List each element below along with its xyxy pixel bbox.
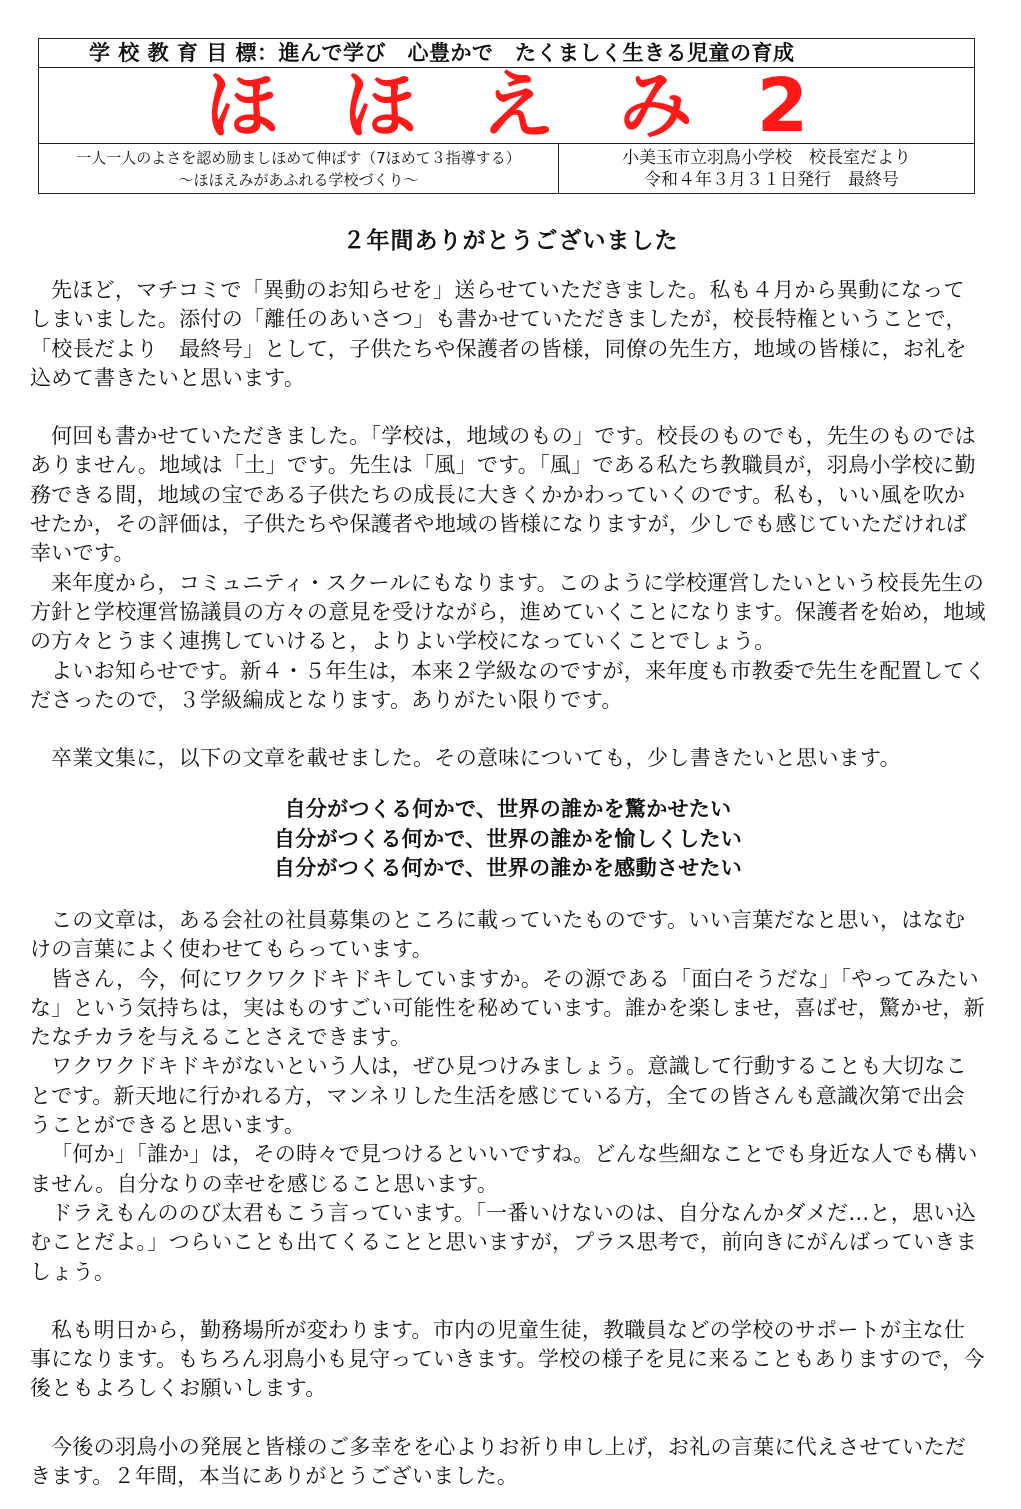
paragraph: 今後の羽鳥小の発展と皆様のご多幸をを心よりお祈り申し上げ，お礼の言葉に代えさせていただきます。２年間，本当にありがとうございました。	[30, 1434, 967, 1488]
article-heading: ２年間ありがとうございました	[342, 228, 679, 254]
paragraph: よいお知らせです。新４・５年生は，本来２学級なのですが，来年度も市教委で先生を配置してくださったので，３学級編成となります。ありがたい限りです。	[30, 658, 986, 712]
paragraph: ワクワクドキドキがないという人は，ぜひ見つけみましょう。意識して行動することも大切なことです。新天地に行かれる方，マンネリした生活を感じている方，全ての皆さんも意識次第で出会うことができると思います。	[30, 1054, 967, 1138]
title-char: ほ	[342, 62, 417, 149]
newsletter-title	[173, 62, 841, 149]
school-name: 小美玉市立羽鳥小学校 校長室だより	[622, 148, 911, 168]
paragraph: 何回も書かせていただきました。「学校は，地域のもの」です。校長のものでも，先生のものではありません。地域は「土」です。先生は「風」です。「風」である私たち教職員が，羽鳥小学校に勤務できる間，地域の宝である子供たちの成長に大きくかかわっていくのです。私も，いい風を吹かせたか，その評価は，子供たちや保護者や地域の皆様になりますが，少しでも感じていただければ幸いです。	[30, 424, 977, 566]
quote-block	[30, 795, 986, 884]
title-char: ほ	[204, 62, 279, 149]
publication-info	[559, 144, 974, 193]
paragraph: この文章は，ある会社の社員募集のところに載っていたものです。いい言葉だなと思い，はなむけの言葉によく使わせてもらっています。	[30, 907, 966, 962]
paragraph: 先ほど，マチコミで「異動のお知らせを」送らせていただきました。私も４月から異動になってしまいました。添付の「離任のあいさつ」も書かせていただきましたが，校長特権ということで，「校長だより 最終号」として，子供たちや保護者の皆様，同僚の先生方，地域の皆様に，お礼を込めて書きたいと思います。	[30, 278, 967, 390]
article-body	[30, 276, 986, 1491]
newsletter-title-row	[39, 62, 974, 149]
school-goal: 学 校 教 育 目 標：進んで学び 心豊かで たくましく生きる児童の育成	[39, 39, 974, 68]
quote-line: 自分がつくる何かで、世界の誰かを愉しくしたい	[273, 826, 743, 851]
quote-line: 自分がつくる何かで、世界の誰かを感動させたい	[273, 856, 743, 881]
motto-line-1: 一人一人のよさを認め励ましほめて伸ばす（7ほめて３指導する）	[76, 149, 521, 167]
paragraph: 来年度から，コミュニティ・スクールにもなります。このように学校運営したいという校長先生の方針と学校運営協議員の方々の意見を受けながら，進めていくことになります。保護者を始め，地域の方々とうまく連携していけると，よりよい学校になっていくことでしょう。	[30, 570, 986, 654]
motto-line-2: 〜ほほえみがあふれる学校づくり〜	[178, 171, 419, 189]
paragraph: 卒業文集に，以下の文章を載せました。その意味についても，少し書きたいと思います。	[51, 746, 901, 771]
title-char: え	[480, 62, 555, 149]
paragraph: 皆さん，今，何にワクワクドキドキしていますか。その源である「面白そうだな」「やってみたいな」という気持ちは，実はものすごい可能性を秘めています。誰かを楽しませ，喜ばせ，驚かせ，新たなチカラを与えることさえできます。	[30, 966, 985, 1050]
newsletter-header	[38, 38, 975, 194]
issue-date: 令和４年３月３１日発行 最終号	[644, 170, 899, 190]
school-motto	[39, 144, 559, 193]
title-char: み	[618, 62, 693, 149]
paragraph: 私も明日から，勤務場所が変わります。市内の児童生徒，教職員などの学校のサポートが主な仕事になります。もちろん羽鳥小も見守っていきます。学校の様子を見に来ることもありますので，今後ともよろしくお願いします。	[30, 1317, 985, 1401]
header-info-row	[39, 144, 974, 193]
paragraph: 「何か」「誰か」は，その時々で見つけるといいですね。どんな些細なことでも身近な人でも構いません。自分なりの幸せを感じること思います。	[30, 1142, 978, 1196]
paragraph: ドラえもんののび太君もこう言っています。「一番いけないのは、自分なんかダメだ…と，思い込むことだよ。」つらいことも出てくることと思いますが，プラス思考で，前向きにがんばっていきましょう。	[30, 1200, 977, 1284]
quote-line: 自分がつくる何かで、世界の誰かを驚かせたい	[284, 797, 732, 822]
title-number: 2	[756, 62, 809, 149]
